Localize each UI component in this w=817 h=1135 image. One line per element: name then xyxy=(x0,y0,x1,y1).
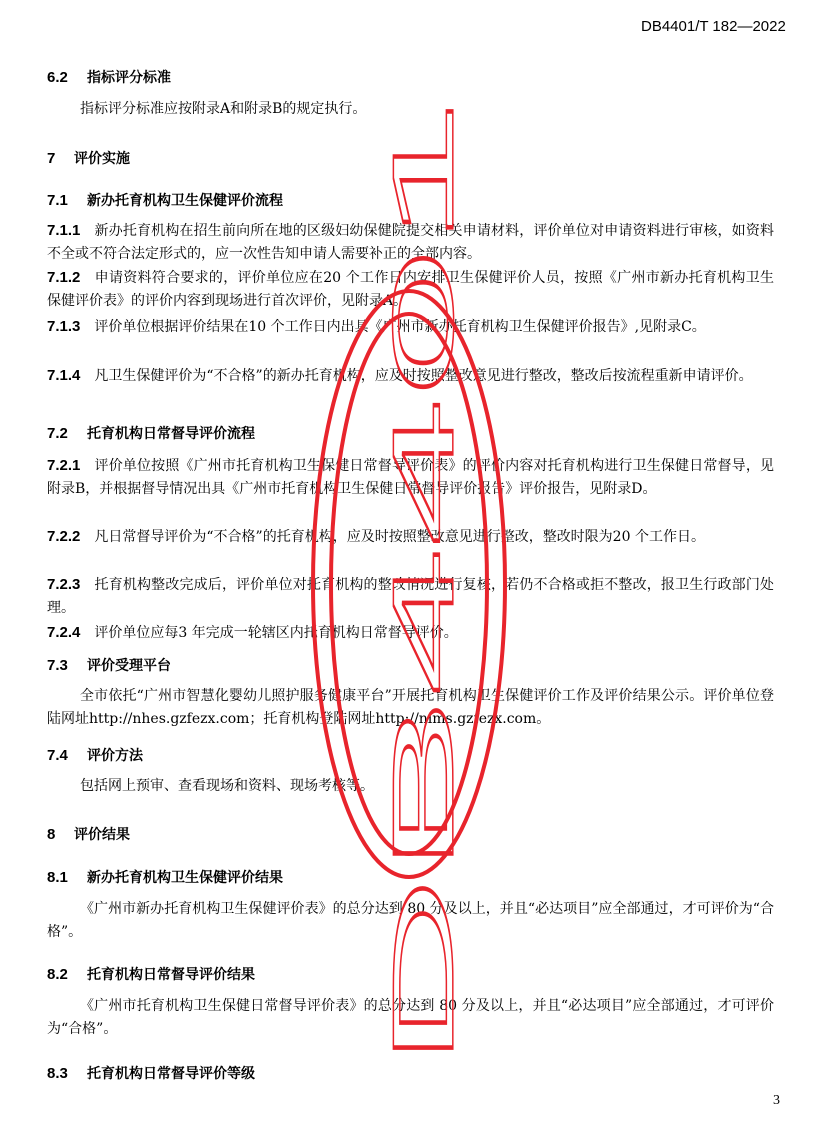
section-number: 8 xyxy=(47,826,56,843)
section-heading-7 xyxy=(47,148,130,168)
clause-7-2-1 xyxy=(47,454,774,501)
clause-number: 7.1.2 xyxy=(47,269,81,286)
clause-text: 评价单位根据评价结果在10 个工作日内出具《广州市新办托育机构卫生保健评价报告》,见附录C。 xyxy=(94,319,706,335)
stamp-text: DB4401 xyxy=(374,98,472,1070)
clause-text: 申请资料符合要求的，评价单位应在20 个工作日内安排卫生保健评价人员，按照《广州市新办托育机构卫生保健评价表》的评价内容到现场进行首次评价，见附录A。 xyxy=(47,270,774,309)
section-number: 7.4 xyxy=(47,747,68,764)
section-number: 7.2 xyxy=(47,425,68,442)
clause-text: 评价单位应每3 年完成一轮辖区内托育机构日常督导评价。 xyxy=(94,625,458,641)
clause-7-2-3 xyxy=(47,573,774,620)
section-title: 新办托育机构卫生保健评价流程 xyxy=(87,193,283,209)
section-heading-8-3 xyxy=(47,1063,255,1083)
section-title: 托育机构日常督导评价结果 xyxy=(87,967,255,983)
clause-number: 7.2.2 xyxy=(47,528,81,545)
section-heading-8-1 xyxy=(47,867,283,887)
clause-number: 7.1.4 xyxy=(47,367,81,384)
section-heading-7-4 xyxy=(47,745,143,765)
clause-7-1-4 xyxy=(47,364,774,388)
clause-text: 新办托育机构在招生前向所在地的区级妇幼保健院提交相关申请材料，评价单位对申请资料进行审核，如资料不全或不符合法定形式的，应一次性告知申请人需要补正的全部内容。 xyxy=(47,223,774,262)
paragraph-8-1: 《广州市新办托育机构卫生保健评价表》的总分达到 80 分及以上，并且“必达项目”应全部通过，才可评价为“合格”。 xyxy=(47,901,774,940)
section-title: 评价结果 xyxy=(74,827,130,843)
clause-number: 7.1.3 xyxy=(47,318,81,335)
clause-text: 托育机构整改完成后，评价单位对托育机构的整改情况进行复核，若仍不合格或拒不整改，报卫生行政部门处理。 xyxy=(47,577,774,616)
clause-7-1-1 xyxy=(47,219,774,266)
section-title: 托育机构日常督导评价等级 xyxy=(87,1066,255,1082)
section-title: 评价受理平台 xyxy=(87,658,171,674)
clause-text: 凡日常督导评价为“不合格”的托育机构，应及时按照整改意见进行整改，整改时限为20 个工作日。 xyxy=(94,529,705,545)
clause-text: 评价单位按照《广州市托育机构卫生保健日常督导评价表》的评价内容对托育机构进行卫生保健日常督导，见附录B，并根据督导情况出具《广州市托育机构卫生保健日常督导评价报告》评价报告，见附录D。 xyxy=(47,458,774,497)
paragraph-6-2: 指标评分标准应按附录A和附录B的规定执行。 xyxy=(80,101,367,117)
section-heading-7-1 xyxy=(47,190,283,210)
paragraph-8-2: 《广州市托育机构卫生保健日常督导评价表》的总分达到 80 分及以上，并且“必达项目”应全部通过，才可评价为“合格”。 xyxy=(47,998,774,1037)
section-heading-8-2 xyxy=(47,964,255,984)
section-heading-7-2 xyxy=(47,423,255,443)
section-number: 7.1 xyxy=(47,192,68,209)
section-heading-6-2 xyxy=(47,67,171,87)
clause-7-2-4 xyxy=(47,621,774,645)
clause-number: 7.2.1 xyxy=(47,457,81,474)
section-number: 6.2 xyxy=(47,69,68,86)
section-title: 指标评分标准 xyxy=(87,70,171,86)
paragraph-7-3: 全市依托“广州市智慧化婴幼儿照护服务健康平台”开展托育机构卫生保健评价工作及评价结果公示。评价单位登陆网址http://nhes.gzfezx.com；托育机构登陆网址http://nims.gzfezx.com。 xyxy=(47,688,774,727)
section-title: 评价方法 xyxy=(87,748,143,764)
section-number: 8.1 xyxy=(47,869,68,886)
section-number: 8.2 xyxy=(47,966,68,983)
section-title: 评价实施 xyxy=(74,151,130,167)
section-title: 托育机构日常督导评价流程 xyxy=(87,426,255,442)
page-number: 3 xyxy=(773,1093,780,1108)
clause-text: 凡卫生保健评价为“不合格”的新办托育机构，应及时按照整改意见进行整改，整改后按流程重新申请评价。 xyxy=(94,368,753,384)
document-number-header: DB4401/T 182—2022 xyxy=(641,18,786,35)
clause-number: 7.2.3 xyxy=(47,576,81,593)
section-title: 新办托育机构卫生保健评价结果 xyxy=(87,870,283,886)
section-number: 7 xyxy=(47,150,56,167)
section-number: 7.3 xyxy=(47,657,68,674)
clause-7-1-3 xyxy=(47,315,774,339)
clause-number: 7.1.1 xyxy=(47,222,81,239)
section-number: 8.3 xyxy=(47,1065,68,1082)
clause-7-1-2 xyxy=(47,266,774,313)
section-heading-8 xyxy=(47,824,130,844)
section-heading-7-3 xyxy=(47,655,171,675)
clause-7-2-2 xyxy=(47,525,774,549)
paragraph-7-4: 包括网上预审、查看现场和资料、现场考核等。 xyxy=(80,778,374,794)
clause-number: 7.2.4 xyxy=(47,624,81,641)
